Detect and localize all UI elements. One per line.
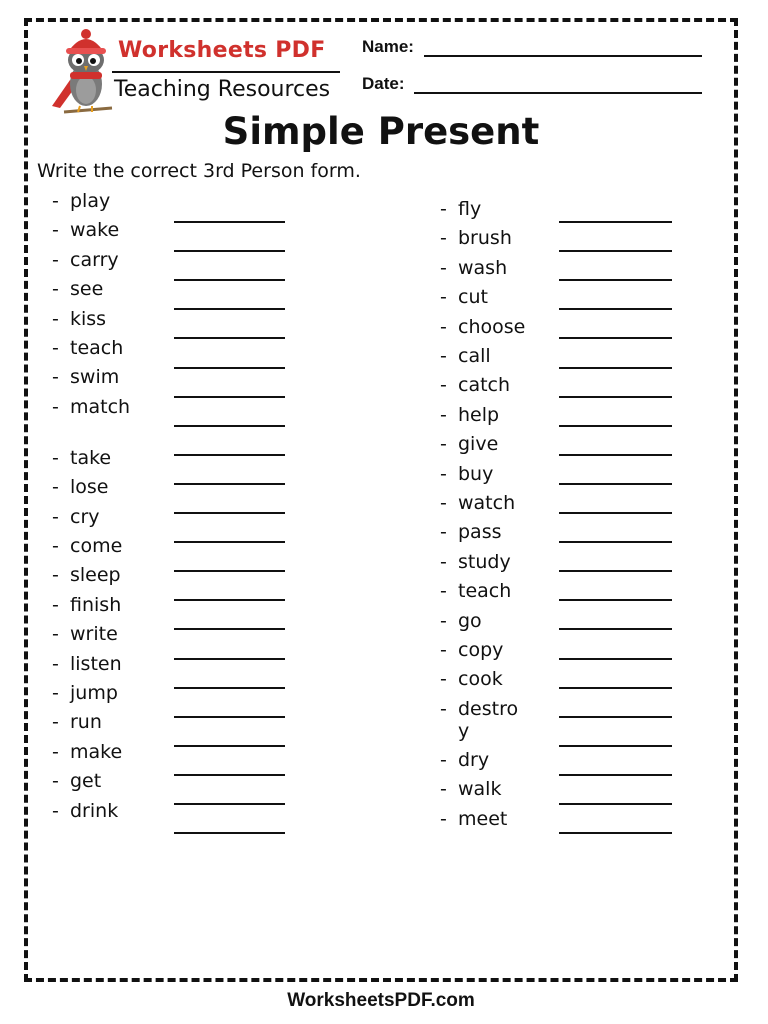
word-item (52, 594, 121, 616)
bullet-dash: - (440, 609, 447, 632)
bullet-dash: - (440, 286, 447, 309)
word-item (440, 316, 525, 338)
bullet-dash: - (52, 446, 59, 469)
word-text: teach (458, 580, 512, 603)
word-item (52, 535, 122, 557)
word-item (52, 366, 119, 388)
word-text: wash (458, 256, 508, 279)
answer-blank[interactable] (174, 308, 285, 310)
bullet-dash: - (52, 623, 59, 646)
answer-blank[interactable] (559, 687, 672, 689)
word-item (440, 257, 507, 279)
word-item (52, 623, 118, 645)
word-text: kiss (70, 307, 107, 330)
bullet-dash: - (52, 219, 59, 242)
word-item (440, 698, 520, 742)
answer-blank[interactable] (559, 337, 672, 339)
word-item (440, 345, 491, 367)
bullet-dash: - (440, 345, 447, 367)
word-text: watch (458, 492, 516, 514)
answer-blank[interactable] (559, 367, 672, 369)
instruction-text: Write the correct 3rd Person form. (37, 160, 361, 182)
bullet-dash: - (52, 248, 59, 271)
answer-blank[interactable] (174, 628, 285, 630)
footer-url: WorksheetsPDF.com (287, 990, 475, 1011)
answer-blank[interactable] (174, 279, 285, 281)
answer-blank[interactable] (559, 832, 672, 834)
word-item (440, 639, 503, 661)
answer-blank[interactable] (174, 658, 285, 660)
bullet-dash: - (440, 668, 447, 691)
word-text: copy (458, 639, 504, 661)
word-item (52, 506, 100, 528)
bullet-dash: - (52, 476, 59, 499)
bullet-dash: - (440, 433, 447, 456)
answer-blank[interactable] (174, 337, 285, 339)
answer-blank[interactable] (559, 745, 672, 747)
answer-blank[interactable] (559, 570, 672, 572)
bullet-dash: - (52, 366, 59, 389)
word-text: fly (458, 198, 482, 220)
word-text: destroy (458, 697, 519, 742)
answer-blank[interactable] (174, 803, 285, 805)
word-text: lose (70, 476, 109, 499)
bullet-dash: - (440, 198, 447, 220)
word-text: give (458, 433, 499, 456)
word-text: help (458, 403, 500, 426)
word-item (440, 778, 501, 800)
answer-blank[interactable] (559, 221, 672, 223)
bullet-dash: - (440, 315, 447, 338)
word-text: cook (458, 668, 503, 691)
answer-blank[interactable] (559, 512, 672, 514)
word-item (52, 770, 101, 792)
word-item (52, 447, 111, 469)
answer-blank[interactable] (559, 599, 672, 601)
word-item (52, 337, 123, 359)
word-item (52, 800, 118, 822)
word-text: jump (70, 682, 118, 704)
answer-blank[interactable] (559, 279, 672, 281)
logo-divider (112, 71, 340, 73)
word-item (440, 404, 499, 426)
bullet-dash: - (52, 535, 59, 557)
word-item (52, 711, 102, 733)
word-text: match (70, 395, 131, 418)
word-text: get (70, 770, 102, 793)
bullet-dash: - (52, 652, 59, 675)
answer-blank[interactable] (174, 716, 285, 718)
word-text: carry (70, 248, 119, 271)
word-text: cry (70, 505, 100, 528)
word-item (52, 682, 118, 704)
word-text: drink (70, 799, 119, 822)
word-item (52, 219, 119, 241)
bullet-dash: - (440, 462, 447, 485)
word-text: wake (70, 219, 120, 242)
word-text: sleep (70, 564, 121, 587)
word-text: write (70, 623, 118, 646)
answer-blank[interactable] (174, 367, 285, 369)
word-text: walk (458, 778, 502, 801)
brand-name: Worksheets PDF (118, 38, 326, 63)
answer-blank[interactable] (559, 454, 672, 456)
bullet-dash: - (440, 492, 447, 514)
bullet-dash: - (52, 505, 59, 528)
word-item (440, 286, 488, 308)
word-text: cut (458, 286, 488, 309)
answer-blank[interactable] (559, 803, 672, 805)
answer-blank[interactable] (174, 745, 285, 747)
word-text: run (70, 711, 102, 734)
answer-blank[interactable] (174, 570, 285, 572)
bullet-dash: - (52, 337, 59, 359)
name-label: Name: (362, 37, 414, 56)
answer-blank[interactable] (559, 308, 672, 310)
name-blank[interactable] (424, 55, 702, 57)
bullet-dash: - (52, 307, 59, 330)
owl-mascot-icon (48, 28, 128, 120)
word-text: swim (70, 366, 120, 389)
answer-blank[interactable] (559, 250, 672, 252)
bullet-dash: - (440, 639, 447, 661)
bullet-dash: - (440, 403, 447, 426)
word-item (52, 653, 122, 675)
date-blank[interactable] (414, 92, 702, 94)
answer-blank[interactable] (559, 628, 672, 630)
word-item (440, 808, 507, 830)
answer-blank[interactable] (559, 541, 672, 543)
word-text: meet (458, 807, 508, 830)
answer-blank[interactable] (174, 425, 285, 427)
word-text: choose (458, 315, 526, 338)
word-item (440, 749, 489, 771)
date-label: Date: (362, 74, 405, 93)
bullet-dash: - (440, 550, 447, 573)
word-item (440, 521, 502, 543)
word-text: teach (70, 337, 124, 359)
bullet-dash: - (52, 770, 59, 793)
answer-blank[interactable] (174, 454, 285, 456)
bullet-dash: - (440, 374, 447, 397)
word-text: play (70, 190, 111, 212)
word-item (440, 463, 493, 485)
word-text: make (70, 740, 123, 763)
answer-blank[interactable] (174, 221, 285, 223)
word-item (52, 564, 121, 586)
word-item (52, 741, 122, 763)
word-text: call (458, 345, 491, 367)
bullet-dash: - (440, 580, 447, 603)
word-item (52, 308, 106, 330)
word-text: study (458, 550, 511, 573)
bullet-dash: - (52, 682, 59, 704)
bullet-dash: - (52, 278, 59, 301)
word-text: go (458, 609, 482, 632)
brand-tagline: Teaching Resources (114, 77, 331, 102)
word-item (440, 492, 515, 514)
bullet-dash: - (440, 256, 447, 279)
word-item (440, 433, 498, 455)
word-text: pass (458, 521, 502, 544)
answer-blank[interactable] (559, 716, 672, 718)
answer-blank[interactable] (559, 483, 672, 485)
worksheet-title: Simple Present (222, 110, 540, 153)
answer-blank[interactable] (174, 483, 285, 485)
bullet-dash: - (52, 395, 59, 418)
bullet-dash: - (52, 593, 59, 616)
bullet-dash: - (52, 190, 59, 212)
word-text: see (70, 278, 104, 301)
answer-blank[interactable] (559, 425, 672, 427)
answer-blank[interactable] (174, 250, 285, 252)
answer-blank[interactable] (559, 658, 672, 660)
answer-blank[interactable] (174, 396, 285, 398)
bullet-dash: - (440, 748, 447, 771)
answer-blank[interactable] (174, 832, 285, 834)
bullet-dash: - (440, 697, 447, 720)
bullet-dash: - (440, 778, 447, 801)
word-item (52, 476, 109, 498)
bullet-dash: - (440, 227, 447, 250)
word-item (440, 227, 512, 249)
word-item (52, 396, 132, 418)
answer-blank[interactable] (174, 541, 285, 543)
word-text: dry (458, 748, 490, 771)
bullet-dash: - (440, 521, 447, 544)
word-item (440, 580, 511, 602)
answer-blank[interactable] (174, 599, 285, 601)
word-item (52, 190, 110, 212)
bullet-dash: - (52, 564, 59, 587)
worksheets-pdf-logo (48, 28, 340, 120)
answer-blank[interactable] (559, 774, 672, 776)
word-text: come (70, 535, 123, 557)
word-item (440, 610, 482, 632)
word-item (440, 198, 481, 220)
word-text: catch (458, 374, 511, 397)
answer-blank[interactable] (559, 396, 672, 398)
bullet-dash: - (52, 711, 59, 734)
word-text: finish (70, 593, 122, 616)
word-item (440, 374, 510, 396)
word-text: listen (70, 652, 122, 675)
word-text: brush (458, 227, 512, 250)
word-item (52, 249, 119, 271)
answer-blank[interactable] (174, 774, 285, 776)
bullet-dash: - (52, 799, 59, 822)
bullet-dash: - (52, 740, 59, 763)
word-text: buy (458, 462, 494, 485)
word-item (440, 551, 511, 573)
answer-blank[interactable] (174, 687, 285, 689)
word-item (52, 278, 103, 300)
bullet-dash: - (440, 807, 447, 830)
word-text: take (70, 446, 112, 469)
word-item (440, 668, 503, 690)
answer-blank[interactable] (174, 512, 285, 514)
